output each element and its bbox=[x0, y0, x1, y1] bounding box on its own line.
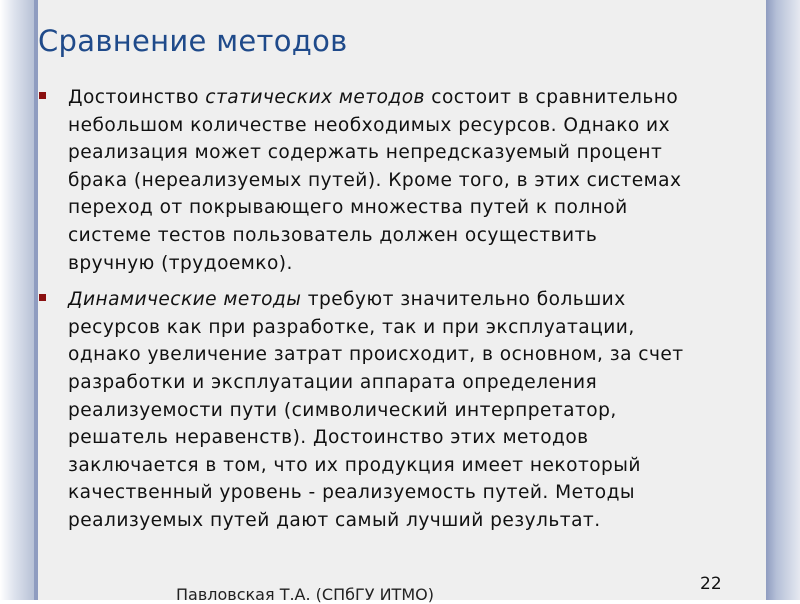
bullet-item-static-methods bbox=[38, 84, 766, 277]
bullet-line: вручную (трудоемко). bbox=[68, 252, 293, 274]
bullet-line: решатель неравенств). Достоинство этих методов bbox=[68, 427, 589, 449]
bullet-line: переход от покрывающего множества путей к полной bbox=[68, 197, 628, 219]
emphasized-term: Динамические методы bbox=[68, 289, 302, 311]
square-bullet-icon bbox=[39, 294, 46, 301]
bullet-line-text: Достоинство bbox=[68, 87, 206, 108]
bullet-line: заключается в том, что их продукция имеет некоторый bbox=[68, 454, 641, 476]
slide-page-number: 22 bbox=[700, 574, 722, 594]
bullet-line bbox=[68, 84, 766, 112]
slide bbox=[38, 0, 766, 600]
slide-footer-author: Павловская Т.А. (СПбГУ ИТМО) bbox=[176, 585, 434, 604]
emphasized-term: статических методов bbox=[205, 87, 425, 108]
bullet-line: однако увеличение затрат происходит, в основном, за счет bbox=[68, 344, 684, 366]
bullet-text bbox=[68, 286, 766, 534]
bullet-text bbox=[68, 84, 766, 277]
bullet-line: системе тестов пользователь должен осуществить bbox=[68, 224, 598, 246]
slide-content bbox=[38, 84, 766, 544]
bullet-line bbox=[68, 286, 766, 314]
bullet-line: качественный уровень - реализуемость путей. Методы bbox=[68, 482, 636, 504]
bullet-item-dynamic-methods bbox=[38, 286, 766, 534]
bullet-line-text: требуют значительно больших bbox=[301, 289, 626, 311]
bullet-line: реализуемости пути (символический интерпретатор, bbox=[68, 399, 617, 421]
bullet-line: реализация может содержать непредсказуемый процент bbox=[68, 142, 663, 164]
bullet-line-text: состоит в сравнительно bbox=[424, 87, 679, 108]
right-decor-stripe bbox=[766, 0, 800, 600]
bullet-line: брака (нереализуемых путей). Кроме того, в этих системах bbox=[68, 169, 682, 191]
bullet-line: реализуемых путей дают самый лучший результат. bbox=[68, 509, 601, 531]
bullet-line: небольшом количестве необходимых ресурсов. Однако их bbox=[68, 114, 671, 136]
bullet-line: ресурсов как при разработке, так и при эксплуатации, bbox=[68, 316, 635, 338]
slide-title: Сравнение методов bbox=[38, 24, 348, 58]
left-decor-stripe bbox=[0, 0, 34, 600]
square-bullet-icon bbox=[39, 92, 46, 99]
bullet-line: разработки и эксплуатации аппарата определения bbox=[68, 371, 598, 393]
